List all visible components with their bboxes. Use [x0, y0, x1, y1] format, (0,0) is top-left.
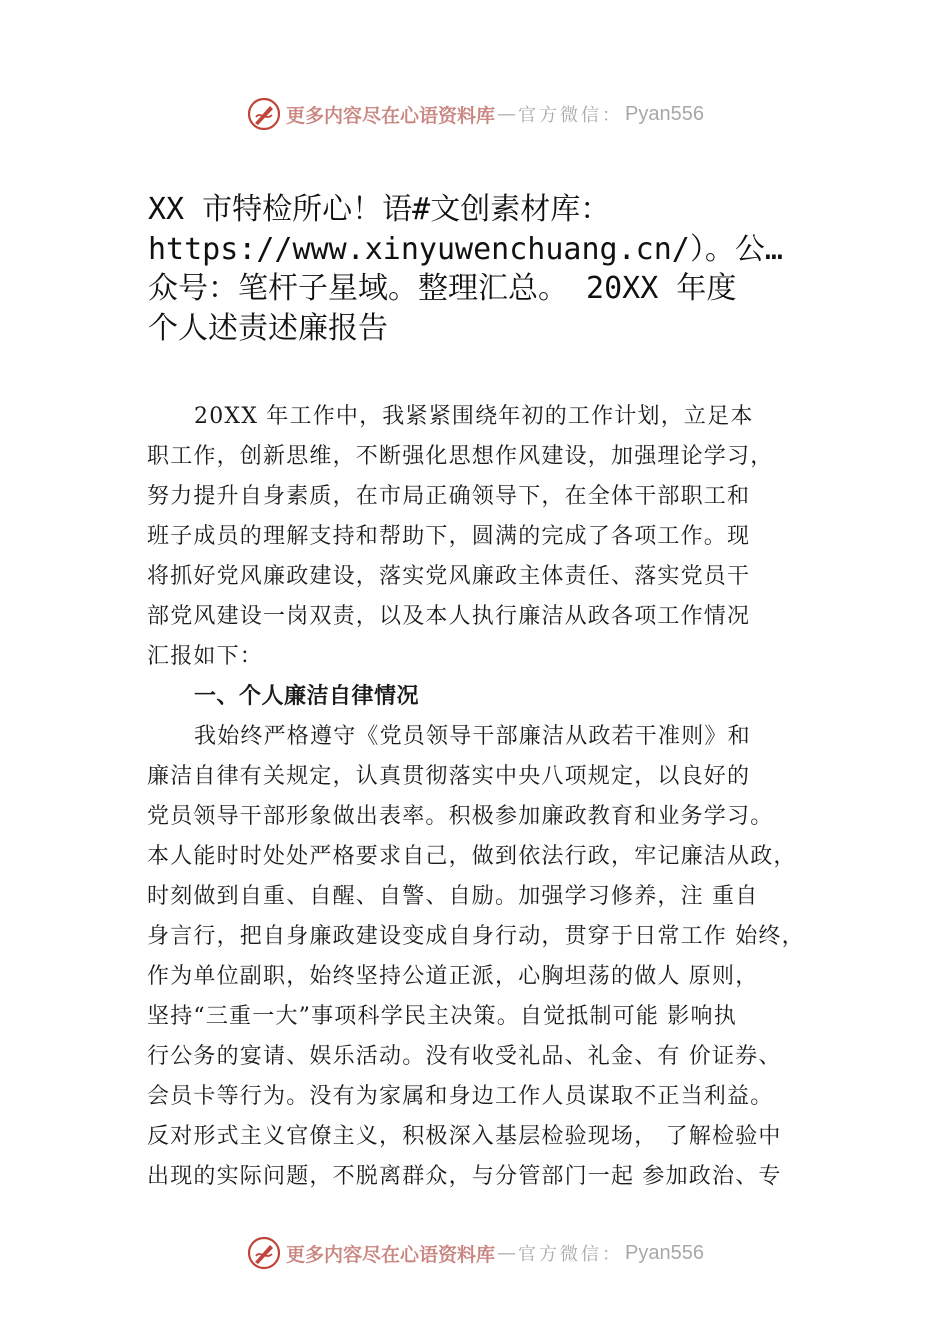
- watermark-brand: 更多内容尽在心语资料库: [286, 1243, 496, 1266]
- section-line: 作为单位副职，始终坚持公道正派，心胸坦荡的做人 原则，: [147, 964, 759, 989]
- watermark-wechat-id: Pyan556: [625, 102, 704, 125]
- watermark-wechat-label: 官方微信：: [518, 105, 624, 126]
- watermark-wechat-label: 官方微信：: [518, 1244, 624, 1265]
- intro-line: 20XX 年工作中，我紧紧围绕年初的工作计划，立足本: [194, 404, 754, 429]
- watermark-wechat-id: Pyan556: [625, 1241, 704, 1264]
- watermark-dash: —: [497, 103, 517, 125]
- section-line: 身言行，把自身廉政建设变成自身行动，贯穿于日常工作 始终，: [147, 924, 805, 949]
- intro-line: 职工作，创新思维，不断强化思想作风建设，加强理论学习，: [147, 444, 774, 469]
- document-body: [147, 397, 847, 1197]
- pen-logo-icon: [246, 96, 282, 132]
- title-line: https://www.xinyuwenchuang.cn/）。公…: [148, 231, 783, 267]
- title-line: XX 市特检所心！语#文创素材库：: [148, 192, 611, 227]
- intro-line: 努力提升自身素质，在市局正确领导下，在全体干部职工和: [147, 484, 751, 509]
- intro-line: 将抓好党风廉政建设，落实党风廉政主体责任、落实党员干: [147, 564, 751, 589]
- intro-line: 部党风建设一岗双责，以及本人执行廉洁从政各项工作情况: [147, 604, 751, 629]
- pen-logo-icon: [246, 1235, 282, 1271]
- section-line: 我始终严格遵守《党员领导干部廉洁从政若干准则》和: [194, 724, 751, 749]
- title-line: 个人述责述廉报告: [148, 310, 388, 346]
- section-line: 廉洁自律有关规定，认真贯彻落实中央八项规定，以良好的: [147, 764, 751, 789]
- section-line: 会员卡等行为。没有为家属和身边工作人员谋取不正当利益。: [147, 1084, 774, 1109]
- intro-line: 汇报如下：: [147, 644, 264, 669]
- section-line: 坚持“三重一大”事项科学民主决策。自觉抵制可能 影响执: [147, 1004, 737, 1029]
- intro-line: 班子成员的理解支持和帮助下，圆满的完成了各项工作。现: [147, 524, 751, 549]
- watermark-brand: 更多内容尽在心语资料库: [286, 104, 496, 127]
- section-line: 行公务的宴请、娱乐活动。没有收受礼品、礼金、有 价证券、: [147, 1044, 782, 1069]
- title-line: 众号：笔杆子星域。整理汇总。 20XX 年度: [148, 271, 737, 306]
- section-line: 出现的实际问题，不脱离群众，与分管部门一起 参加政治、专: [147, 1164, 782, 1189]
- document-title: [148, 190, 838, 348]
- section-heading: 一、个人廉洁自律情况: [194, 684, 420, 709]
- section-line: 反对形式主义官僚主义，积极深入基层检验现场， 了解检验中: [147, 1124, 782, 1149]
- watermark-dash: —: [497, 1242, 517, 1264]
- footer-watermark: [0, 1233, 950, 1273]
- section-line: 时刻做到自重、自醒、自警、自励。加强学习修养，注 重自: [147, 884, 759, 909]
- section-line: 本人能时时处处严格要求自己，做到依法行政，牢记廉洁从政，: [147, 844, 797, 869]
- section-line: 党员领导干部形象做出表率。积极参加廉政教育和业务学习。: [147, 804, 774, 829]
- header-watermark: [0, 94, 950, 134]
